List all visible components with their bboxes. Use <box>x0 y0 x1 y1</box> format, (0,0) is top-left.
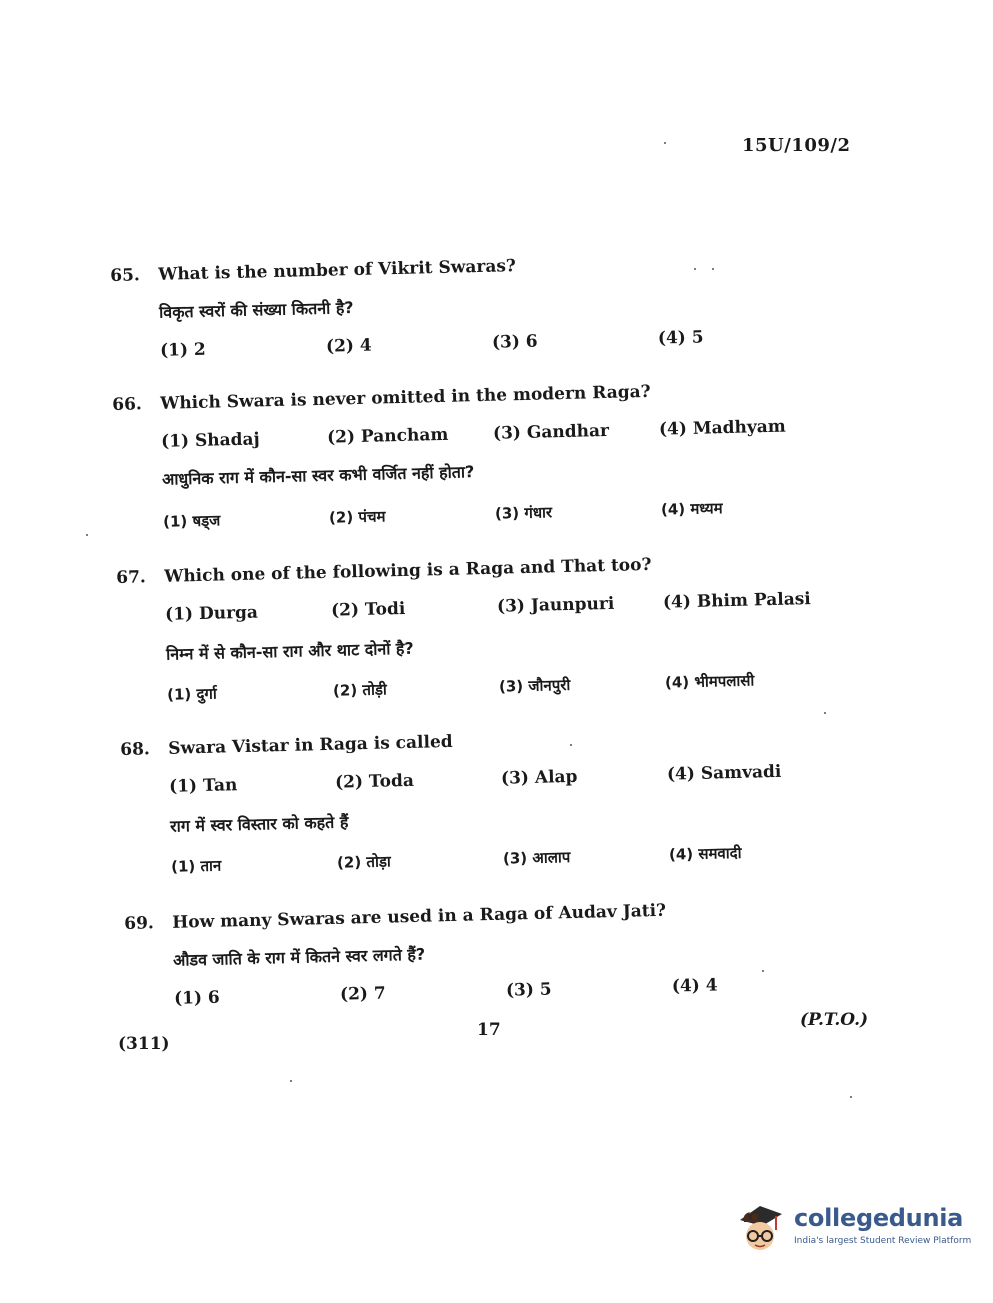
option-3: (3) गंधार <box>494 503 553 523</box>
option-3: (3) 6 <box>491 331 538 353</box>
option-1: (1) Durga <box>164 602 259 625</box>
options-row-english <box>169 760 849 801</box>
options-row-hindi <box>167 668 847 709</box>
option-1: (1) तान <box>170 856 222 876</box>
option-2: (2) Todi <box>330 598 406 621</box>
option-3: (3) Jaunpuri <box>496 593 615 617</box>
option-4: (4) Samvadi <box>666 761 782 785</box>
question-number: 65. <box>110 265 141 286</box>
option-2: (2) पंचम <box>328 507 386 527</box>
scan-speck <box>850 1096 852 1098</box>
scan-speck <box>290 1080 292 1082</box>
option-2: (2) 4 <box>325 335 372 357</box>
question-67 <box>116 550 836 704</box>
scan-speck <box>824 712 826 714</box>
question-68 <box>120 722 840 876</box>
option-1: (1) 6 <box>173 987 220 1009</box>
question-text-english: How many Swaras are used in a Raga of Audav Jati? <box>171 900 667 933</box>
question-text-hindi: निम्न में से कौन-सा राग और थाट दोनों है? <box>165 638 414 664</box>
scan-speck <box>762 970 764 972</box>
brand-tagline: India's largest Student Review Platform <box>794 1236 972 1246</box>
option-3: (3) 5 <box>505 979 552 1001</box>
scan-speck <box>570 744 572 746</box>
paper-code: 15U/109/2 <box>742 135 851 156</box>
question-text-hindi: आधुनिक राग में कौन-सा स्वर कभी वर्जित नहीं होता? <box>161 462 475 489</box>
page-number: 17 <box>477 1020 501 1040</box>
brand-name: collegedunia <box>794 1204 964 1232</box>
question-text-hindi: विकृत स्वरों की संख्या कितनी है? <box>158 298 354 322</box>
option-4: (4) समवादी <box>668 843 742 864</box>
question-69 <box>124 896 844 1009</box>
scan-speck <box>712 268 714 270</box>
question-number: 66. <box>112 394 143 415</box>
collegedunia-watermark <box>736 1196 972 1258</box>
question-text-english: Which Swara is never omitted in the modern Raga? <box>159 381 651 414</box>
question-number: 69. <box>124 913 155 934</box>
option-3: (3) जौनपुरी <box>498 675 571 696</box>
question-text-hindi: राग में स्वर विस्तार को कहते हैं <box>169 812 349 836</box>
question-text-english: What is the number of Vikrit Swaras? <box>157 256 517 285</box>
option-4: (4) भीमपलासी <box>664 671 755 692</box>
option-2: (2) Pancham <box>326 424 449 448</box>
option-1: (1) 2 <box>159 339 206 361</box>
option-2: (2) तोड़ी <box>332 680 387 700</box>
question-65 <box>110 248 830 361</box>
option-1: (1) Shadaj <box>160 429 260 452</box>
question-text-english: Swara Vistar in Raga is called <box>167 731 453 759</box>
scan-speck <box>86 534 88 536</box>
question-number: 67. <box>116 567 147 588</box>
option-4: (4) Madhyam <box>658 416 787 440</box>
option-3: (3) Alap <box>500 766 578 789</box>
footer-code: (311) <box>118 1034 170 1054</box>
option-4: (4) Bhim Palasi <box>662 589 811 613</box>
scan-speck <box>694 268 696 270</box>
options-row-hindi <box>171 840 851 881</box>
option-4: (4) 5 <box>657 327 704 349</box>
options-row-hindi <box>163 495 843 536</box>
pto-note: (P.T.O.) <box>800 1010 869 1030</box>
options-row-english <box>165 588 845 629</box>
question-66 <box>112 377 832 531</box>
option-3: (3) Gandhar <box>492 420 610 444</box>
scan-speck <box>664 142 666 144</box>
question-number: 68. <box>120 739 151 760</box>
options-row <box>174 972 854 1013</box>
option-3: (3) आलाप <box>502 848 571 868</box>
question-text-hindi: औडव जाति के राग में कितने स्वर लगते हैं? <box>172 944 426 970</box>
option-2: (2) Toda <box>334 770 415 793</box>
option-2: (2) 7 <box>339 983 386 1005</box>
option-2: (2) तोड़ा <box>336 852 391 872</box>
question-text-english: Which one of the following is a Raga and That too? <box>163 554 652 587</box>
option-1: (1) Tan <box>168 775 238 797</box>
option-1: (1) दुर्गा <box>166 684 217 704</box>
option-1: (1) षड्ज <box>162 511 221 531</box>
options-row-english <box>161 415 841 456</box>
option-4: (4) मध्यम <box>660 499 723 519</box>
mascot-icon <box>736 1200 784 1256</box>
option-4: (4) 4 <box>671 975 718 997</box>
options-row <box>160 324 840 365</box>
